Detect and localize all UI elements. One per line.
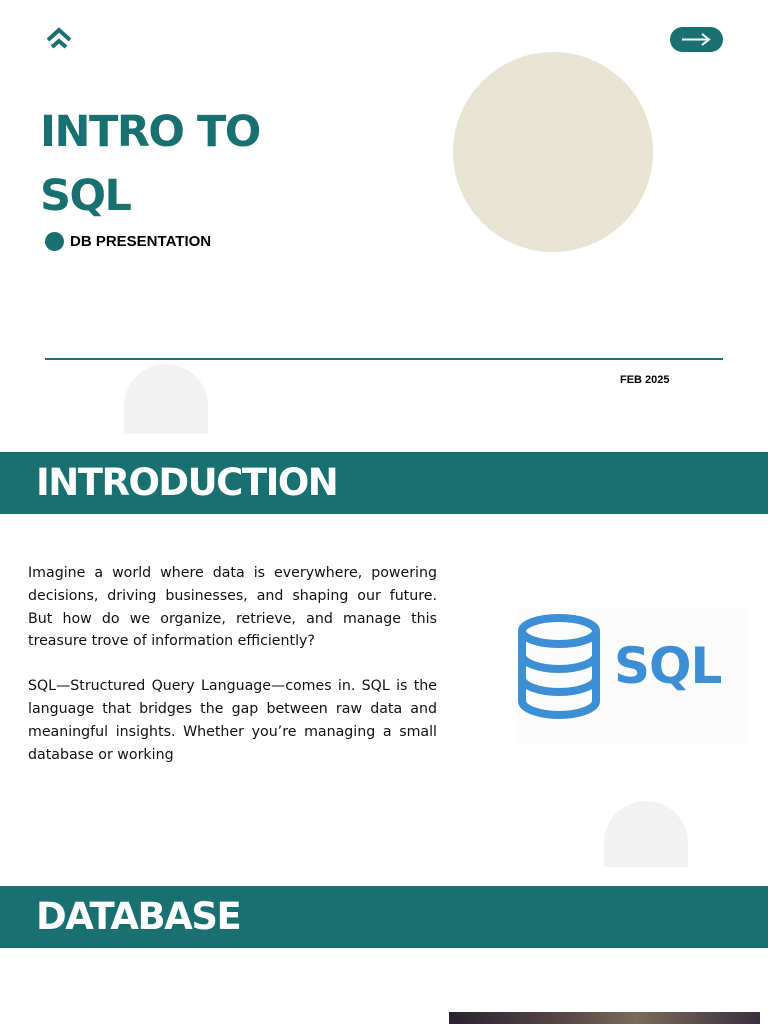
subtitle-text: DB PRESENTATION bbox=[70, 233, 212, 250]
paragraph: SQL—Structured Query Language—comes in. SQL is the language that bridges the gap between raw data and meaningful insights. Whether you’re managing a small database or working bbox=[28, 678, 437, 763]
date-label: FEB 2025 bbox=[620, 374, 670, 386]
intro-body bbox=[28, 562, 437, 788]
section-header-database bbox=[0, 886, 768, 948]
decorative-circle bbox=[453, 52, 653, 252]
divider bbox=[45, 358, 723, 360]
page-title bbox=[40, 100, 260, 228]
section-header-introduction bbox=[0, 452, 768, 514]
decorative-arch bbox=[604, 801, 688, 867]
title-line-2: SQL bbox=[40, 171, 131, 221]
next-button[interactable] bbox=[670, 27, 723, 52]
decorative-arch bbox=[124, 364, 208, 434]
arrow-right-icon bbox=[681, 32, 712, 47]
title-line-1: INTRO TO bbox=[40, 107, 260, 157]
database-icon bbox=[516, 613, 602, 723]
section-heading: INTRODUCTION bbox=[36, 461, 338, 504]
section-heading: DATABASE bbox=[36, 895, 241, 938]
sql-logo-text: SQL bbox=[614, 637, 722, 695]
bullet-dot bbox=[45, 232, 64, 251]
database-image bbox=[449, 1012, 760, 1024]
logo-icon bbox=[44, 26, 76, 52]
subtitle bbox=[45, 232, 211, 251]
paragraph: Imagine a world where data is everywhere, powering decisions, driving businesses, and shaping our future. But how do we organize, retrieve, and manage this treasure trove of information efficiently? bbox=[28, 565, 437, 650]
